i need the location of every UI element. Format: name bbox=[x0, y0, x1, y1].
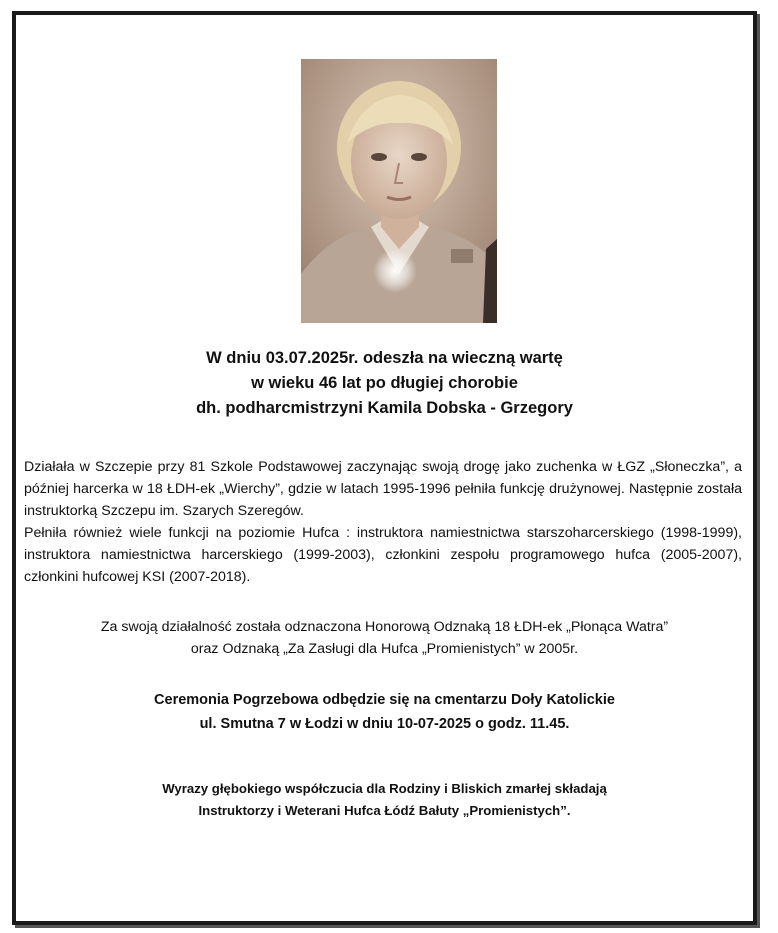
biography-paragraph-1: Działała w Szczepie przy 81 Szkole Podstawowej zaczynając swoją drogę jako zuchenka w ŁGZ „Słoneczka”, a później harcerka w 18 ŁDH-ek „Wierchy”, gdzie w latach 1995-1996 pełniła funkcję drużynowej. Następnie została instruktorką Szczepu im. Szarych Szeregów. bbox=[24, 459, 742, 519]
portrait-photo bbox=[301, 59, 497, 323]
biography bbox=[24, 456, 742, 588]
condolences bbox=[16, 778, 753, 822]
obituary-frame bbox=[12, 11, 757, 925]
headline-line-3: dh. podharcmistrzyni Kamila Dobska - Grzegory bbox=[196, 399, 573, 417]
headline bbox=[16, 346, 753, 421]
portrait-illustration bbox=[301, 59, 497, 323]
condolences-line-2: Instruktorzy i Weterani Hufca Łódź Bałuty „Promienistych”. bbox=[198, 803, 571, 818]
awards-line-1: Za swoją działalność została odznaczona Honorową Odznaką 18 ŁDH-ek „Płonąca Watra” bbox=[100, 619, 669, 635]
headline-line-1: W dniu 03.07.2025r. odeszła na wieczną wartę bbox=[206, 349, 563, 367]
awards-line-2: oraz Odznaką „Za Zasługi dla Hufca „Promienistych” w 2005r. bbox=[190, 641, 579, 657]
ceremony-line-1: Ceremonia Pogrzebowa odbędzie się na cmentarzu Doły Katolickie bbox=[154, 692, 615, 708]
condolences-line-1: Wyrazy głębokiego współczucia dla Rodziny i Bliskich zmarłej składają bbox=[162, 781, 607, 796]
funeral-ceremony bbox=[16, 688, 753, 736]
headline-line-2: w wieku 46 lat po długiej chorobie bbox=[251, 374, 518, 392]
ceremony-line-2: ul. Smutna 7 w Łodzi w dniu 10-07-2025 o godz. 11.45. bbox=[199, 716, 570, 732]
awards bbox=[16, 616, 753, 660]
biography-paragraph-2: Pełniła również wiele funkcji na poziomie Hufca : instruktora namiestnictwa starszoharcerskiego (1998-1999), instruktora namiestnictwa harcerskiego (1999-2003), członkini zespołu programowego hufca (2005-2007), członkini hufcowej KSI (2007-2018). bbox=[24, 525, 742, 585]
